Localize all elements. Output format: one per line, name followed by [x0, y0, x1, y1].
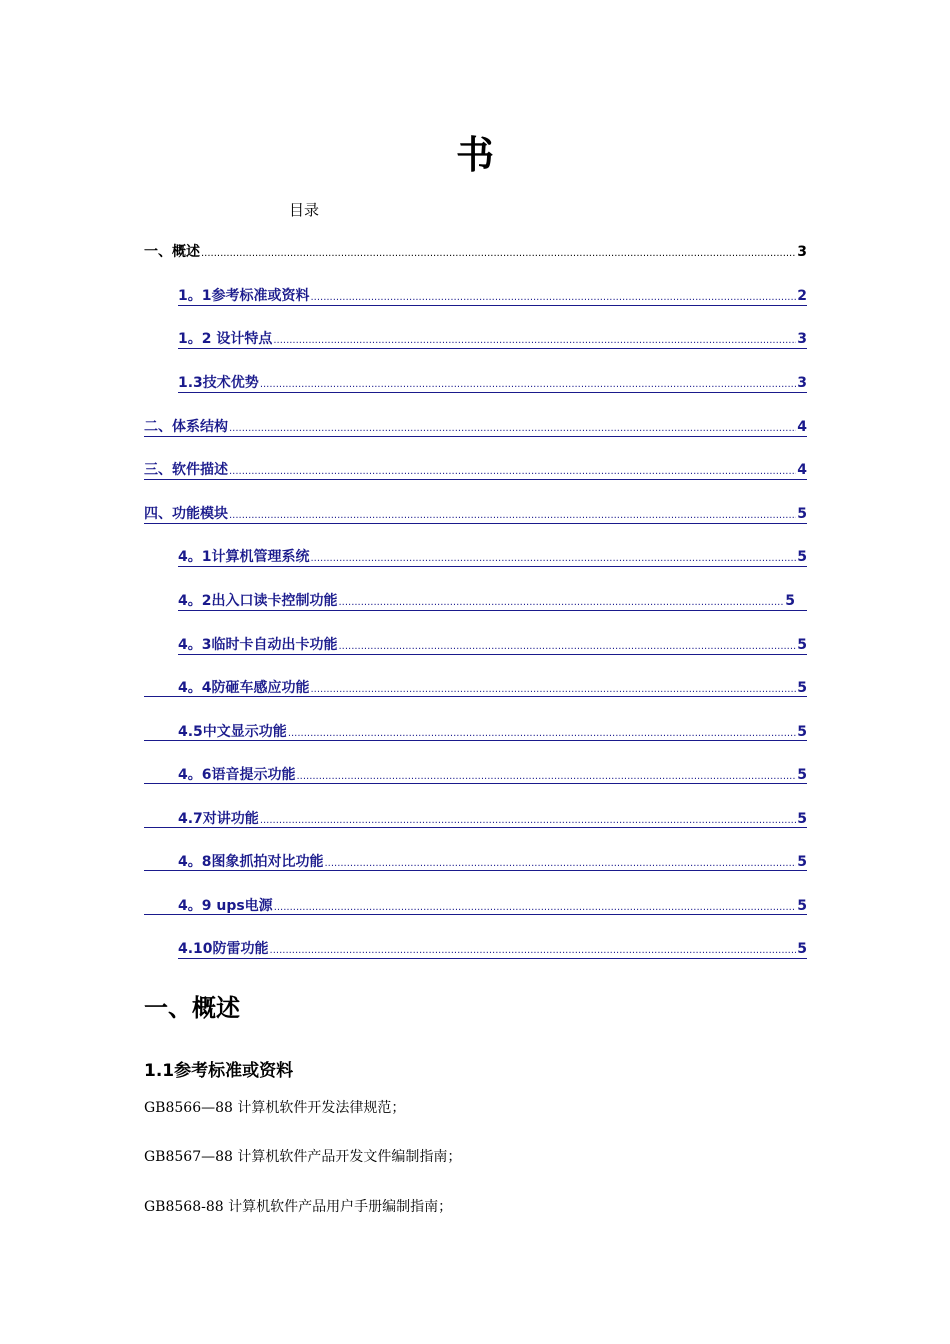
toc-entry-1-3[interactable]: [178, 372, 807, 393]
toc-leader: [201, 244, 796, 260]
toc-entry-label: 二、体系结构: [144, 419, 228, 435]
toc-entry-label: 4。1计算机管理系统: [178, 549, 310, 565]
toc-entry-label: 一、概述: [144, 244, 200, 260]
toc-entry-4-5[interactable]: [144, 721, 807, 741]
toc-entry-1-2[interactable]: [178, 328, 807, 349]
toc-entry-page: 4: [797, 462, 807, 478]
toc-leader: [296, 767, 796, 783]
toc-entry-label: 4.10防雷功能: [178, 941, 269, 957]
toc-entry-label: 4。4防砸车感应功能: [178, 680, 310, 696]
toc-entry-label: 4。6语音提示功能: [178, 767, 296, 783]
toc-entry-page: 5: [797, 724, 807, 740]
subsection-heading: 1.1参考标准或资料: [144, 1061, 294, 1081]
toc-entry-label: 4.7对讲功能: [178, 811, 259, 827]
toc-entry-page: 3: [797, 375, 807, 391]
toc-entry-label: 4。3临时卡自动出卡功能: [178, 637, 338, 653]
toc-leader: [260, 375, 796, 391]
toc-leader: [288, 724, 796, 740]
toc-leader: [273, 331, 796, 347]
toc-entry-label: 4。8图象抓拍对比功能: [178, 854, 324, 870]
toc-leader: [310, 288, 796, 304]
toc-entry-4-1[interactable]: [178, 546, 807, 567]
toc-leader: [310, 549, 796, 565]
toc-leader: [310, 680, 796, 696]
document-title: 书: [455, 133, 494, 177]
toc-leader: [338, 593, 784, 609]
toc-entry-label: 1。2 设计特点: [178, 331, 273, 347]
toc-entry-architecture[interactable]: [144, 416, 807, 437]
toc-entry-label: 4.5中文显示功能: [178, 724, 287, 740]
toc-entry-label: 1.3技术优势: [178, 375, 259, 391]
toc-leader: [324, 854, 796, 870]
toc-entry-page: 3: [797, 244, 807, 260]
toc-leader: [270, 941, 797, 957]
toc-entry-software-description[interactable]: [144, 459, 807, 480]
toc-entry-1-1[interactable]: [178, 285, 807, 306]
toc-entry-overview[interactable]: [144, 241, 807, 261]
toc-leader: [229, 419, 796, 435]
toc-leader: [229, 506, 796, 522]
toc-entry-4-10[interactable]: [178, 938, 807, 959]
toc-entry-page: 5: [797, 549, 807, 565]
toc-entry-page: 5: [797, 811, 807, 827]
toc-entry-4-9[interactable]: [144, 895, 807, 915]
toc-entry-4-2[interactable]: [178, 590, 807, 611]
toc-heading: 目录: [289, 201, 320, 219]
toc-entry-page: 4: [797, 419, 807, 435]
reference-paragraph: GB8568-88 计算机软件产品用户手册编制指南；: [144, 1199, 453, 1215]
toc-entry-page: 2: [797, 288, 807, 304]
toc-entry-page: 5: [797, 898, 807, 914]
toc-leader: [229, 462, 796, 478]
toc-entry-4-3[interactable]: [178, 634, 807, 655]
reference-paragraph: GB8567—88 计算机软件产品开发文件编制指南；: [144, 1149, 462, 1165]
toc-entry-label: 4。2出入口读卡控制功能: [178, 593, 338, 609]
reference-paragraph: GB8566—88 计算机软件开发法律规范；: [144, 1100, 406, 1116]
toc-leader: [260, 811, 796, 827]
toc-entry-label: 四、功能模块: [144, 506, 228, 522]
section-heading: 一、概述: [144, 994, 240, 1022]
toc-entry-page: 3: [797, 331, 807, 347]
toc-entry-page: 5: [785, 593, 795, 609]
toc-entry-label: 1。1参考标准或资料: [178, 288, 310, 304]
toc-entry-function-modules[interactable]: [144, 503, 807, 524]
toc-entry-page: 5: [797, 637, 807, 653]
toc-entry-4-6[interactable]: [144, 764, 807, 784]
toc-entry-page: 5: [797, 680, 807, 696]
toc-entry-page: 5: [797, 854, 807, 870]
toc-entry-label: 4。9 ups电源: [178, 898, 273, 914]
toc-entry-4-4[interactable]: [144, 677, 807, 697]
toc-entry-4-7[interactable]: [144, 808, 807, 828]
toc-entry-label: 三、软件描述: [144, 462, 228, 478]
toc-entry-4-8[interactable]: [144, 851, 807, 871]
toc-leader: [338, 637, 796, 653]
toc-entry-page: 5: [797, 941, 807, 957]
toc-entry-page: 5: [797, 767, 807, 783]
toc-entry-page: 5: [797, 506, 807, 522]
toc-leader: [274, 898, 797, 914]
